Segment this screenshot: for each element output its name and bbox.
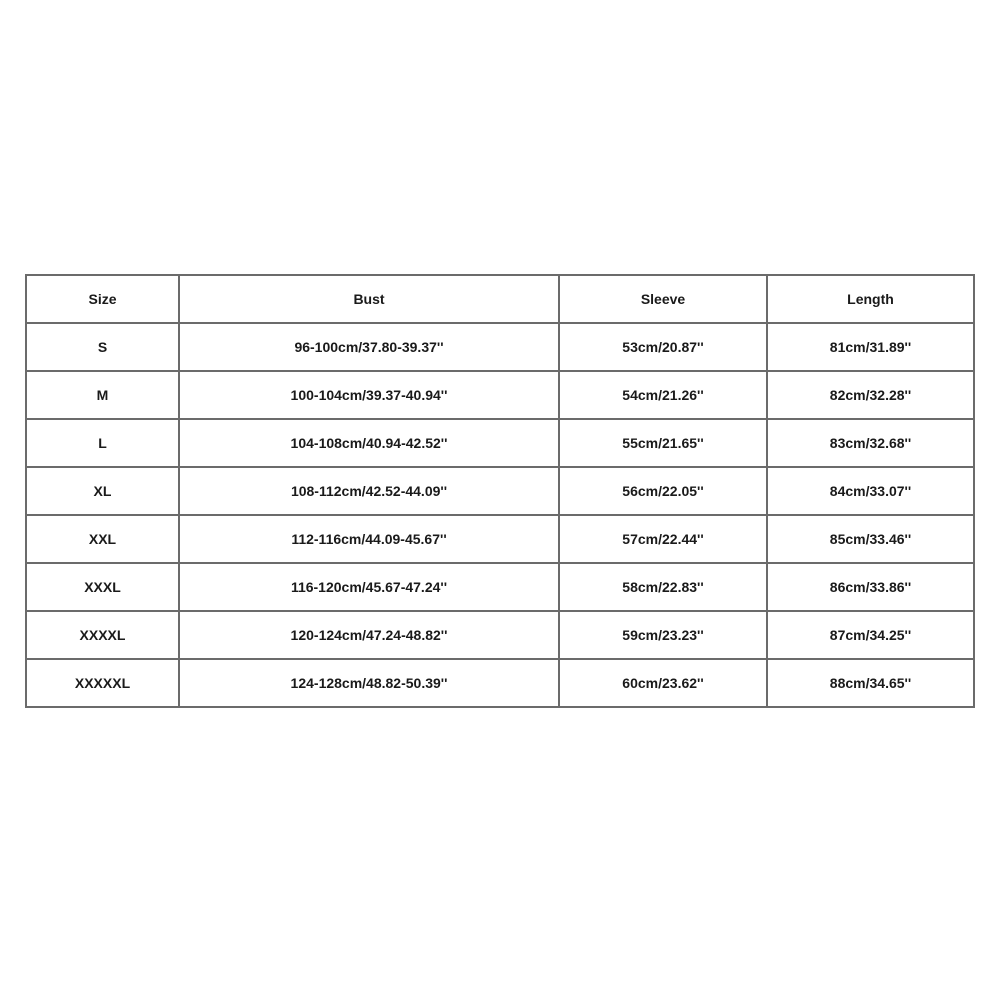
bust-cell: 100-104cm/39.37-40.94'' [179,371,559,419]
bust-cell: 108-112cm/42.52-44.09'' [179,467,559,515]
header-length: Length [767,275,974,323]
length-cell: 84cm/33.07'' [767,467,974,515]
length-cell: 81cm/31.89'' [767,323,974,371]
bust-cell: 112-116cm/44.09-45.67'' [179,515,559,563]
table-row [26,419,974,467]
bust-cell: 104-108cm/40.94-42.52'' [179,419,559,467]
table-row [26,563,974,611]
sleeve-cell: 54cm/21.26'' [559,371,767,419]
size-cell: M [26,371,179,419]
header-sleeve: Sleeve [559,275,767,323]
sleeve-cell: 55cm/21.65'' [559,419,767,467]
bust-cell: 96-100cm/37.80-39.37'' [179,323,559,371]
header-size: Size [26,275,179,323]
length-cell: 88cm/34.65'' [767,659,974,707]
sleeve-cell: 57cm/22.44'' [559,515,767,563]
sleeve-cell: 59cm/23.23'' [559,611,767,659]
table-row [26,611,974,659]
sleeve-cell: 60cm/23.62'' [559,659,767,707]
size-cell: S [26,323,179,371]
length-cell: 87cm/34.25'' [767,611,974,659]
sleeve-cell: 58cm/22.83'' [559,563,767,611]
length-cell: 83cm/32.68'' [767,419,974,467]
table-row [26,323,974,371]
bust-cell: 116-120cm/45.67-47.24'' [179,563,559,611]
sleeve-cell: 56cm/22.05'' [559,467,767,515]
sleeve-cell: 53cm/20.87'' [559,323,767,371]
size-cell: XXXL [26,563,179,611]
table-row [26,467,974,515]
size-cell: XXXXXL [26,659,179,707]
size-cell: XXXXL [26,611,179,659]
size-cell: L [26,419,179,467]
table-header-row [26,275,974,323]
length-cell: 82cm/32.28'' [767,371,974,419]
table-row [26,371,974,419]
size-chart-table [25,274,975,708]
length-cell: 86cm/33.86'' [767,563,974,611]
size-cell: XXL [26,515,179,563]
bust-cell: 120-124cm/47.24-48.82'' [179,611,559,659]
bust-cell: 124-128cm/48.82-50.39'' [179,659,559,707]
table-row [26,515,974,563]
length-cell: 85cm/33.46'' [767,515,974,563]
size-cell: XL [26,467,179,515]
header-bust: Bust [179,275,559,323]
table-row [26,659,974,707]
